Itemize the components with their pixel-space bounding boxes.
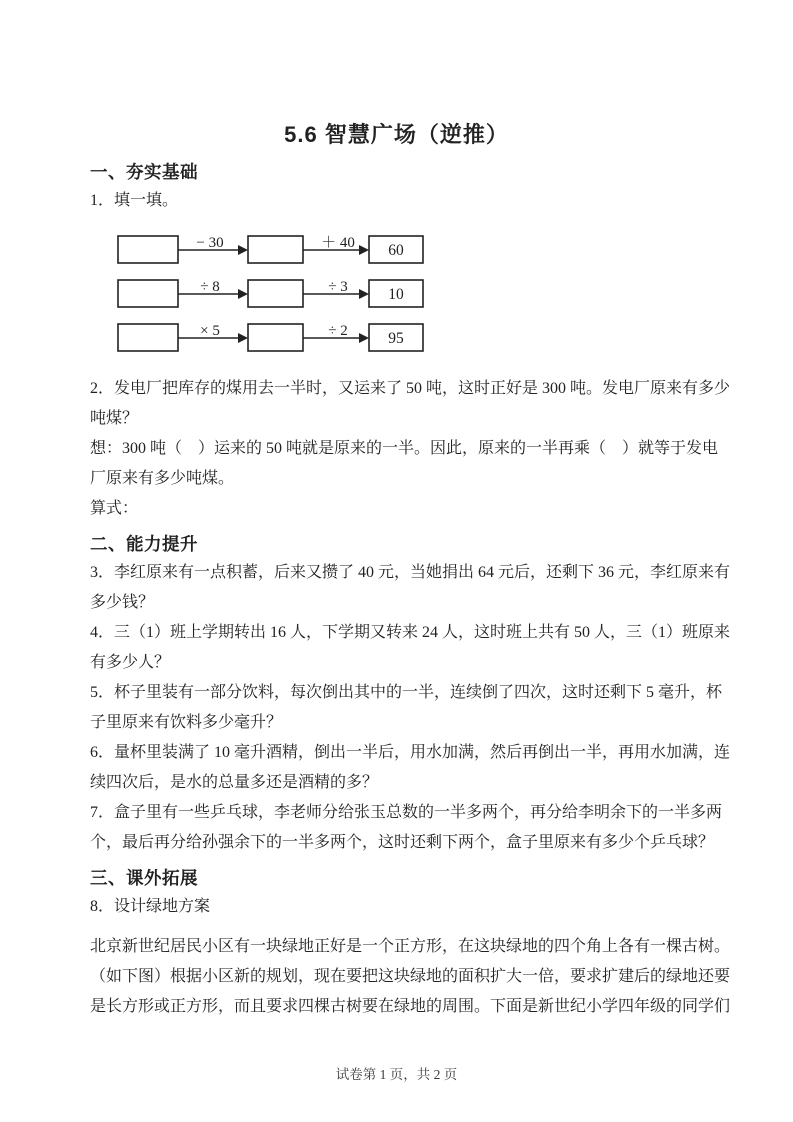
operation-label: × 5 xyxy=(200,323,220,339)
flowchart-row xyxy=(118,279,423,307)
section-heading: 一、夯实基础 xyxy=(90,162,198,182)
arrow-head-icon xyxy=(238,289,248,299)
fill-in-box-middle xyxy=(248,324,303,351)
problem-4 xyxy=(90,618,731,678)
fill-in-box-middle xyxy=(248,280,303,307)
section-heading: 三、课外拓展 xyxy=(90,868,198,888)
operation-label: ÷ 3 xyxy=(328,279,348,295)
arrow-head-icon xyxy=(238,333,248,343)
result-value: 10 xyxy=(388,286,404,303)
problem-5 xyxy=(90,678,723,738)
text-line: 6．量杯里装满了 10 毫升酒精，倒出一半后，用水加满，然后再倒出一半，再用水加满，连 xyxy=(90,744,731,761)
arrow-head-icon xyxy=(359,289,369,299)
page-title: 5.6 智慧广场（逆推） xyxy=(284,122,509,147)
fill-in-box-input xyxy=(118,324,178,351)
problem-8 xyxy=(90,892,703,922)
section-heading: 二、能力提升 xyxy=(90,534,198,554)
document-body xyxy=(90,0,731,1022)
blocks-container xyxy=(90,158,731,1022)
text-line: 个，最后再分给孙强余下的一半多两个，这时还剩下两个，盒子里原来有多少个乒乓球？ xyxy=(90,834,715,851)
result-value: 60 xyxy=(388,242,404,259)
text-line: 8．设计绿地方案 xyxy=(90,898,211,915)
operation-label: ÷ 8 xyxy=(200,279,220,295)
problem-7 xyxy=(90,798,723,858)
problem-3 xyxy=(90,558,731,618)
page-footer: 试卷第 1 页，共 2 页 xyxy=(335,1067,458,1082)
arrow-head-icon xyxy=(359,333,369,343)
problem-2 xyxy=(90,374,731,434)
problem-2-equation xyxy=(90,494,703,524)
text-line: 4．三（1）班上学期转出 16 人，下学期又转来 24 人，这时班上共有 50 人，三（1）班原来 xyxy=(90,624,731,641)
text-line: 是长方形或正方形，而且要求四棵古树要在绿地的周围。下面是新世纪小学四年级的同学们 xyxy=(90,998,731,1015)
text-line: 算式： xyxy=(90,500,139,517)
fill-in-box-middle xyxy=(248,236,303,263)
arrow-head-icon xyxy=(238,245,248,255)
text-line: 北京新世纪居民小区有一块绿地正好是一个正方形，在这块绿地的四个角上各有一棵古树。 xyxy=(90,938,731,955)
text-line: 想：300 吨（ ）运来的 50 吨就是原来的一半。因此，原来的一半再乘（ ）就等于发电 xyxy=(90,440,719,457)
fill-in-box-input xyxy=(118,236,178,263)
text-line: 续四次后，是水的总量多还是酒精的多？ xyxy=(90,774,379,791)
problem-8-description xyxy=(90,932,731,1022)
result-value: 95 xyxy=(388,330,404,347)
flowchart-row xyxy=(118,323,423,351)
text-line: 有多少人？ xyxy=(90,654,171,671)
fill-in-box-input xyxy=(118,280,178,307)
text-line: 多少钱？ xyxy=(90,594,155,611)
problem-6 xyxy=(90,738,731,798)
fill-in-flowchart xyxy=(110,230,430,366)
text-line: 子里原来有饮料多少毫升？ xyxy=(90,714,283,731)
text-line: 3．李红原来有一点积蓄，后来又攒了 40 元，当她捐出 64 元后，还剩下 36 元，李红原来有 xyxy=(90,564,731,581)
problem-2-hint xyxy=(90,434,719,494)
text-line: 5．杯子里装有一部分饮料，每次倒出其中的一半，连续倒了四次，这时还剩下 5 毫升，杯 xyxy=(90,684,723,701)
arrow-head-icon xyxy=(359,245,369,255)
text-line: 吨煤？ xyxy=(90,410,139,427)
text-line: 2．发电厂把库存的煤用去一半时，又运来了 50 吨，这时正好是 300 吨。发电厂原来有多少 xyxy=(90,380,731,397)
text-line: 1．填一填。 xyxy=(90,192,179,209)
text-line: （如下图）根据小区新的规划，现在要把这块绿地的面积扩大一倍，要求扩建后的绿地还要 xyxy=(90,968,731,985)
flowchart-row xyxy=(118,235,423,263)
problem-1 xyxy=(90,186,703,216)
text-line: 厂原来有多少吨煤。 xyxy=(90,470,235,487)
operation-label: ＋ 40 xyxy=(321,235,355,251)
text-line: 7．盒子里有一些乒乓球，李老师分给张玉总数的一半多两个，再分给李明余下的一半多两 xyxy=(90,804,723,821)
operation-label: ÷ 2 xyxy=(328,323,348,339)
operation-label: − 30 xyxy=(196,235,224,251)
